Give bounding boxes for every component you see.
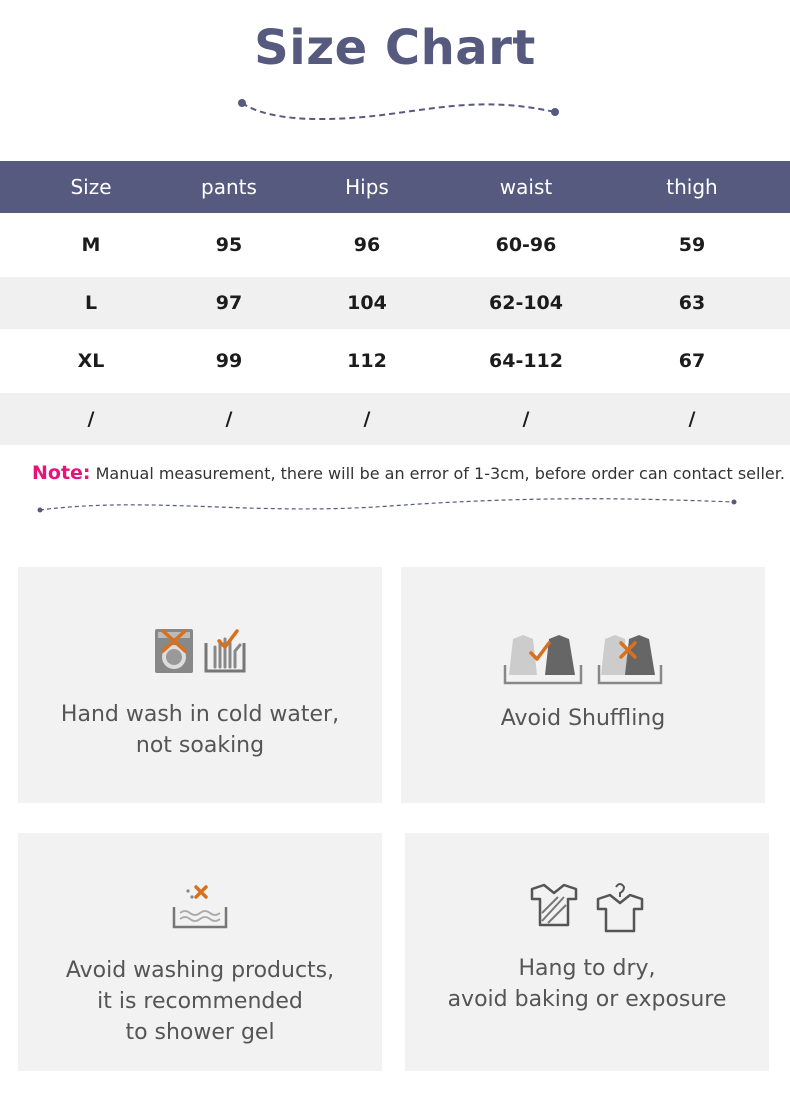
table-cell: 62-104	[489, 292, 563, 314]
care-card-hang-dry	[405, 833, 769, 1071]
table-cell: M	[81, 234, 101, 256]
size-table	[0, 161, 790, 445]
care-text-line: to shower gel	[125, 1020, 275, 1045]
table-cell: 96	[353, 234, 381, 256]
table-cell: 67	[678, 350, 706, 372]
care-card-washing-products	[18, 833, 382, 1071]
care-text-line: avoid baking or exposure	[447, 987, 727, 1012]
note-text: Manual measurement, there will be an error of 1-3cm, before order can contact seller.	[90, 464, 785, 483]
note-label: Note:	[32, 462, 91, 484]
hanger-shirt-icon	[594, 881, 646, 933]
care-text-line: Avoid Shuffling	[500, 706, 666, 731]
mixed-clothes-crossed-icon	[597, 631, 663, 685]
header-waist: waist	[499, 175, 553, 199]
table-row	[0, 213, 790, 277]
table-row	[0, 393, 790, 445]
table-cell: 95	[215, 234, 243, 256]
header-hips: Hips	[345, 175, 389, 199]
header-thigh: thigh	[666, 175, 718, 199]
separate-clothes-checked-icon	[503, 631, 583, 685]
table-header	[0, 161, 790, 213]
page-title: Size Chart	[254, 20, 536, 76]
table-cell: 99	[215, 350, 243, 372]
title-wave-divider	[230, 92, 565, 126]
table-cell: L	[84, 292, 98, 314]
table-cell: /	[225, 408, 233, 430]
note	[32, 462, 785, 484]
care-text-line: Hang to dry,	[518, 956, 656, 981]
hand-wash-checked-icon	[203, 627, 247, 675]
table-cell: 104	[347, 292, 387, 314]
table-cell: /	[522, 408, 530, 430]
table-cell: /	[87, 408, 95, 430]
care-card-hand-wash	[18, 567, 382, 803]
care-text-line: it is recommended	[97, 989, 303, 1014]
table-cell: 60-96	[495, 234, 557, 256]
no-detergent-icon	[170, 883, 230, 933]
table-cell: 64-112	[489, 350, 563, 372]
table-cell: 59	[678, 234, 706, 256]
table-cell: 112	[347, 350, 387, 372]
care-text-line: Avoid washing products,	[65, 958, 335, 983]
table-cell: 97	[215, 292, 243, 314]
table-cell: /	[688, 408, 696, 430]
table-cell: 63	[678, 292, 706, 314]
care-text-line: Hand wash in cold water,	[60, 702, 340, 727]
table-cell: /	[363, 408, 371, 430]
header-size: Size	[70, 175, 112, 199]
care-text-line: not soaking	[135, 733, 265, 758]
shade-dry-shirt-icon	[528, 881, 580, 927]
table-row	[0, 277, 790, 329]
care-card-avoid-shuffling	[401, 567, 765, 803]
header-pants: pants	[201, 175, 257, 199]
table-cell: XL	[77, 350, 105, 372]
table-row	[0, 329, 790, 393]
washing-machine-crossed-icon	[153, 627, 195, 675]
note-wave-divider	[30, 494, 742, 520]
